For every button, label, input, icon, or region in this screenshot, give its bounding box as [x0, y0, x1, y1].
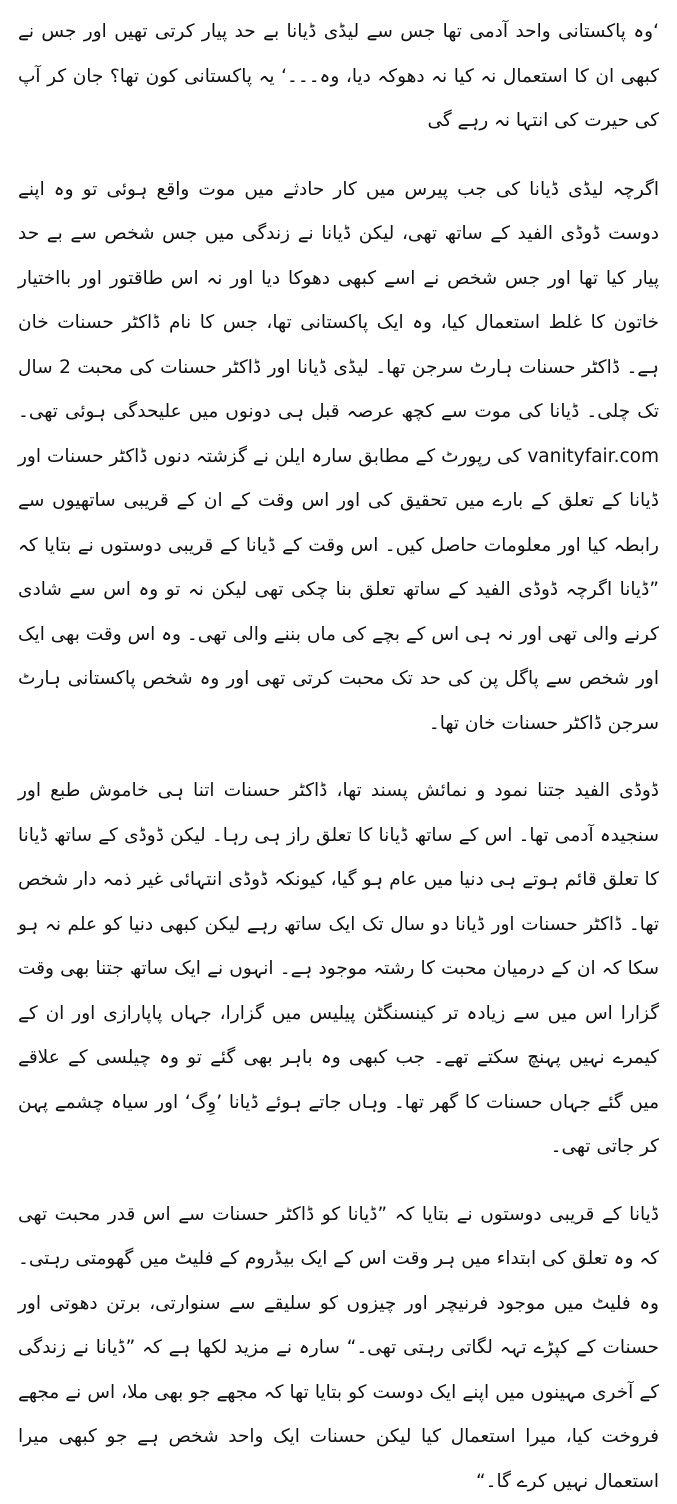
body-paragraph-1: اگرچہ لیڈی ڈیانا کی جب پیرس میں کار حادثے میں موت واقع ہوئی تو وہ اپنے دوست ڈوڈی الفید کے ساتھ تھی، لیکن ڈیانا نے زندگی میں جس شخص سے بے حد پیار کیا تھا اور جس شخص نے اسے کبھی دھوکا دیا اور نہ اس طاقتور اور بااختیار خاتون کا غلط استعمال کیا، وہ ایک پاکستانی تھا، جس کا نام ڈاکٹر حسنات خان ہے۔ ڈاکٹر حسنات ہارٹ سرجن تھا۔ لیڈی ڈیانا اور ڈاکٹر حسنات کی محبت 2 سال تک چلی۔ ڈیانا کی موت سے کچھ عرصہ قبل ہی دونوں میں علیحدگی ہوئی تھی۔ vanityfair.com کی رپورٹ کے مطابق سارہ ایلن نے گزشتہ دنوں ڈاکٹر حسنات اور ڈیانا کے تعلق کے بارے میں تحقیق کی اور اس وقت کے ان کے قریبی ساتھیوں سے رابطہ کیا اور معلومات حاصل کیں۔ اس وقت کے ڈیانا کے قریبی دوستوں نے بتایا کہ ”ڈیانا اگرچہ ڈوڈی الفید کے ساتھ تعلق بنا چکی تھی لیکن نہ تو وہ اس سے شادی کرنے والی تھی اور نہ ہی اس کے بچے کی ماں بننے والی تھی۔ وہ اس وقت بھی ایک اور شخص سے پاگل پن کی حد تک محبت کرتی تھی اور وہ شخص پاکستانی ہارٹ سرجن ڈاکٹر حسنات خان تھا۔	[18, 168, 659, 747]
body-paragraph-2: ڈوڈی الفید جتنا نمود و نمائش پسند تھا، ڈاکٹر حسنات اتنا ہی خاموش طبع اور سنجیدہ آدمی تھا۔ اس کے ساتھ ڈیانا کا تعلق راز ہی رہا۔ لیکن ڈوڈی کے ساتھ ڈیانا کا تعلق قائم ہوتے ہی دنیا میں عام ہو گیا، کیونکہ ڈوڈی انتہائی غیر ذمہ دار شخص تھا۔ ڈاکٹر حسنات اور ڈیانا دو سال تک ایک ساتھ رہے لیکن کبھی دنیا کو علم نہ ہو سکا کہ ان کے درمیان محبت کا رشتہ موجود ہے۔ انہوں نے ایک ساتھ جتنا بھی وقت گزارا اس میں سے زیادہ تر کینسنگٹن پیلیس میں گزارا، جہاں پاپارازی اور ان کے کیمرے نہیں پہنچ سکتے تھے۔ جب کبھی وہ باہر بھی گئے تو وہ چیلسی کے علاقے میں گئے جہاں حسنات کا گھر تھا۔ وہاں جاتے ہوئے ڈیانا ’وِگ‘ اور سیاہ چشمے پہن کر جاتی تھی۔	[18, 769, 659, 1170]
body-paragraph-3: ڈیانا کے قریبی دوستوں نے بتایا کہ ”ڈیانا کو ڈاکٹر حسنات سے اس قدر محبت تھی کہ وہ تعلق کی ابتداء میں ہر وقت اس کے ایک بیڈروم کے فلیٹ میں گھومتی رہتی۔ وہ فلیٹ میں موجود فرنیچر اور چیزوں کو سلیقے سے سنوارتی، برتن دھوتی اور حسنات کے کپڑے تہہ لگاتی رہتی تھی۔“ سارہ نے مزید لکھا ہے کہ ”ڈیانا نے زندگی کے آخری مہینوں میں اپنے ایک دوست کو بتایا تھا کہ مجھے جو بھی ملا، اس نے مجھے فروخت کیا، میرا استعمال کیا لیکن حسنات ایک واحد شخص ہے جو کبھی میرا استعمال نہیں کرے گا۔“	[18, 1193, 659, 1504]
intro-paragraph: ‘وہ پاکستانی واحد آدمی تھا جس سے لیڈی ڈیانا بے حد پیار کرتی تھیں اور جس نے کبھی ان کا استعمال نہ کیا نہ دھوکہ دیا، وہ۔۔۔‘ یہ پاکستانی کون تھا؟ جان کر آپ کی حیرت کی انتہا نہ رہے گی	[18, 10, 659, 144]
